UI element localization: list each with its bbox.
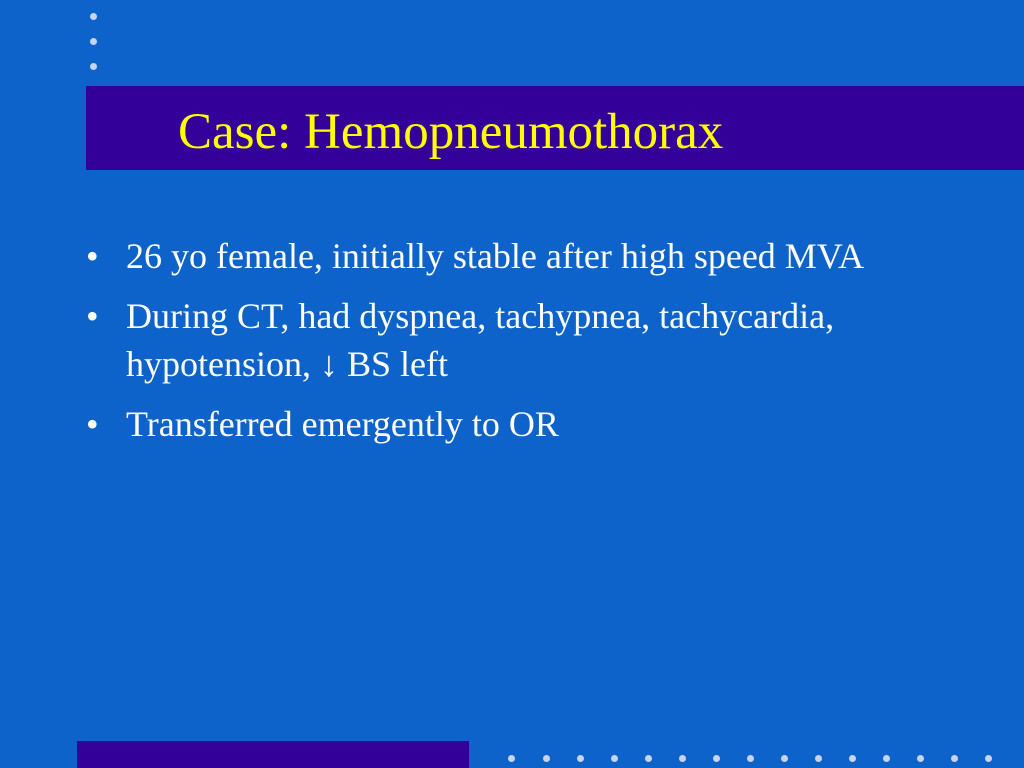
bullet-text: During CT, had dyspnea, tachypnea, tachycardia, hypotension, ↓ BS left [126,296,835,384]
decorative-dot [90,63,97,70]
decorative-dot [849,755,856,762]
bullet-item [86,292,876,388]
bullet-icon: • [86,404,99,444]
decorative-dot [815,755,822,762]
decorative-dot [747,755,754,762]
decorative-dot [713,755,720,762]
decorative-dot [951,755,958,762]
decorative-dot [883,755,890,762]
decorative-dot [985,755,992,762]
bullet-item [86,400,876,448]
bullet-icon: • [86,236,99,276]
decorative-dot [90,38,97,45]
decorative-dot [543,755,550,762]
decorative-dot [577,755,584,762]
bullet-list [86,232,876,460]
slide-title: Case: Hemopneumothorax [178,104,724,160]
bullet-text: Transferred emergently to OR [126,404,559,444]
bullet-text: 26 yo female, initially stable after high speed MVA [126,236,865,276]
bottom-band [77,741,469,768]
decorative-dot [781,755,788,762]
bullet-icon: • [86,296,99,336]
decorative-dot [508,755,515,762]
decorative-dot [611,755,618,762]
decorative-dot [679,755,686,762]
bullet-item [86,232,876,280]
decorative-dot [645,755,652,762]
decorative-dot [917,755,924,762]
decorative-dot [90,13,97,20]
